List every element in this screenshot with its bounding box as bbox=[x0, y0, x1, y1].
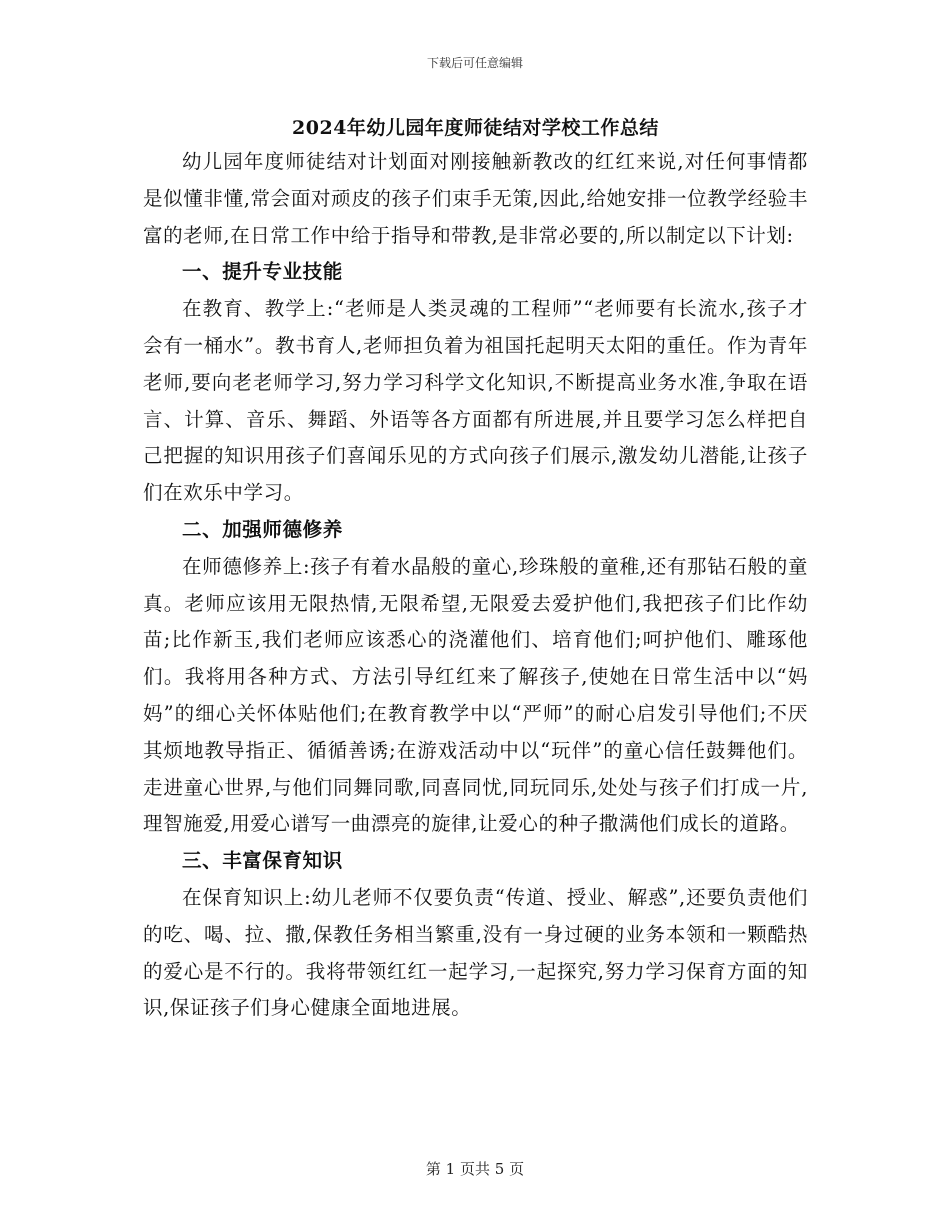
document-body bbox=[143, 112, 808, 1027]
section-heading-care: 三、丰富保育知识 bbox=[182, 849, 343, 873]
section-body-ethics: 在师德修养上:孩子有着水晶般的童心,珍珠般的童稚,还有那钻石般的童真。老师应该用无限热情,无限希望,无限爱去爱护他们,我把孩子们比作幼苗;比作新玉,我们老师应该悉心的浇灌他们、培育他们;呵护他们、雕琢他们。我将用各种方式、方法引导红红来了解孩子,使她在日常生活中以“妈妈”的细心关怀体贴他们;在教育教学中以“严师”的耐心启发引导他们;不厌其烦地教导指正、循循善诱;在游戏活动中以“玩伴”的童心信任鼓舞他们。走进童心世界,与他们同舞同歌,同喜同忧,同玩同乐,处处与孩子们打成一片,理智施爱,用爱心谱写一曲漂亮的旋律,让爱心的种子撒满他们成长的道路。 bbox=[143, 554, 808, 836]
header-note: 下载后可任意编辑 bbox=[426, 56, 523, 70]
page-number: 第 1 页共 5 页 bbox=[425, 1160, 525, 1178]
intro-paragraph: 幼儿园年度师徒结对计划面对刚接触新教改的红红来说,对任何事情都是似懂非懂,常会面对顽皮的孩子们束手无策,因此,给她安排一位教学经验丰富的老师,在日常工作中给于指导和带教,是非常必要的,所以制定以下计划: bbox=[143, 150, 808, 247]
section-heading-ethics: 二、加强师德修养 bbox=[182, 517, 343, 541]
document-title: 2024年幼儿园年度师徒结对学校工作总结 bbox=[292, 117, 659, 139]
section-body-care: 在保育知识上:幼儿老师不仅要负责“传道、授业、解惑”,还要负责他们的吃、喝、拉、撒,保教任务相当繁重,没有一身过硬的业务本领和一颗酷热的爱心是不行的。我将带领红红一起学习,一起探究,努力学习保育方面的知识,保证孩子们身心健康全面地进展。 bbox=[143, 885, 808, 1020]
section-heading-skills: 一、提升专业技能 bbox=[182, 260, 343, 284]
section-body-skills: 在教育、教学上:“老师是人类灵魂的工程师”“老师要有长流水,孩子才会有一桶水”。教书育人,老师担负着为祖国托起明天太阳的重任。作为青年老师,要向老老师学习,努力学习科学文化知识,不断提高业务水准,争取在语言、计算、音乐、舞蹈、外语等各方面都有所进展,并且要学习怎么样把自己把握的知识用孩子们喜闻乐见的方式向孩子们展示,激发幼儿潜能,让孩子们在欢乐中学习。 bbox=[143, 297, 808, 505]
